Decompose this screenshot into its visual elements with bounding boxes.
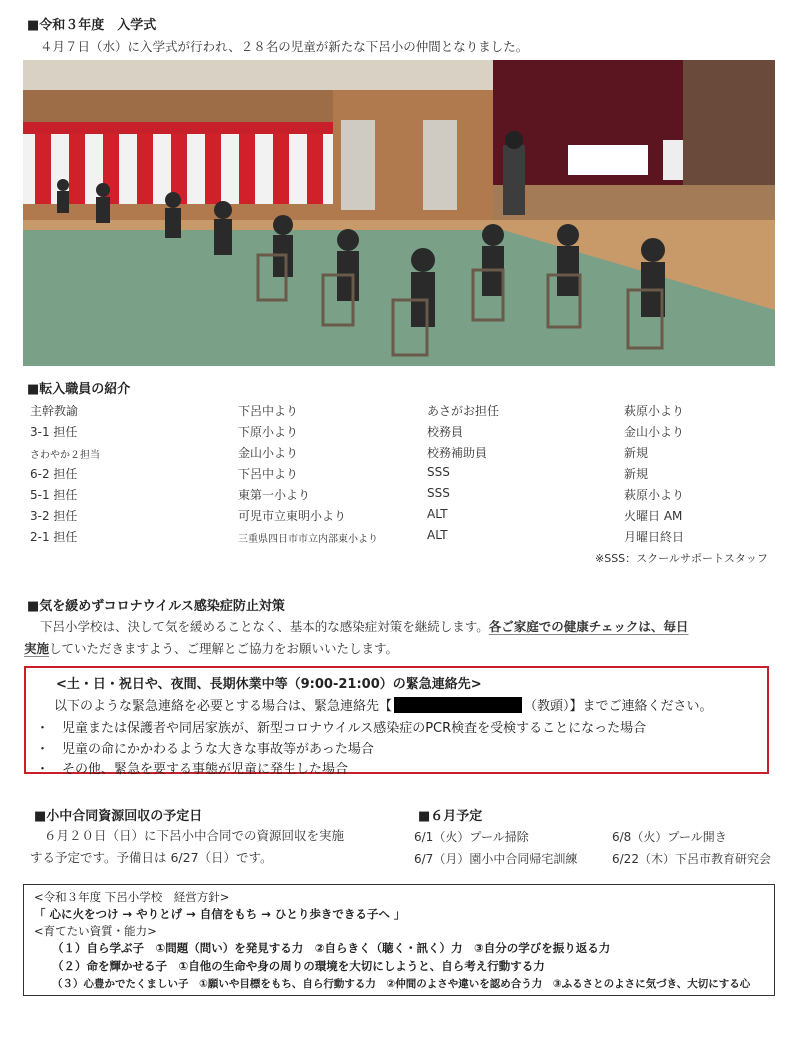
emergency-intro-b: （教頭）】までご連絡ください。 bbox=[524, 699, 713, 714]
staff-role: 校務補助員 bbox=[427, 446, 488, 460]
emergency-intro-a: 以下のような緊急連絡を必要とする場合は、緊急連絡先【 bbox=[54, 699, 393, 714]
covid-highlight: 各ご家庭での健康チェックは、毎日 bbox=[488, 619, 689, 634]
staff-role: 3-1 担任 bbox=[30, 425, 78, 439]
emergency-intro bbox=[54, 695, 713, 714]
staff-origin: 月曜日終日 bbox=[624, 530, 685, 544]
covid-title: ■気を緩めずコロナウイルス感染症防止対策 bbox=[27, 599, 285, 614]
staff-origin: 下呂中より bbox=[238, 467, 299, 481]
policy-item bbox=[52, 940, 610, 956]
policy-item bbox=[52, 958, 545, 974]
table-row bbox=[30, 507, 775, 528]
recycle-title: ■小中合同資源回収の予定日 bbox=[34, 809, 203, 824]
staff-origin: 金山小より bbox=[624, 425, 685, 439]
table-row bbox=[30, 423, 775, 444]
ceremony-photo bbox=[23, 60, 775, 366]
entrance-text: ４月７日（水）に入学式が行われ、２８名の児童が新たな下呂小の仲間となりました。 bbox=[40, 39, 529, 54]
staff-title: ■転入職員の紹介 bbox=[27, 382, 131, 397]
june-item: 6/7（月）園小中合同帰宅訓練 bbox=[414, 852, 578, 866]
policy-motto: 「 心に火をつけ → やりとげ → 自信をもち → ひとり歩きできる子へ 」 bbox=[34, 907, 406, 921]
policy-item bbox=[52, 976, 750, 991]
staff-role: 3-2 担任 bbox=[30, 509, 78, 523]
staff-table bbox=[30, 402, 775, 549]
emergency-item: ・ 児童の命にかかわるような大きな事故等があった場合 bbox=[36, 742, 374, 757]
policy-item-head: （２）命を輝かせる子 bbox=[52, 959, 167, 973]
staff-origin: 新規 bbox=[624, 446, 649, 460]
staff-role: ALT bbox=[427, 507, 448, 521]
staff-origin: 萩原小より bbox=[624, 404, 685, 418]
staff-role: あさがお担任 bbox=[427, 404, 500, 418]
june-item: 6/22（木）下呂市教育研究会 bbox=[612, 852, 771, 866]
emergency-heading: <土・日・祝日や、夜間、長期休業中等（9:00-21:00）の緊急連絡先> bbox=[56, 677, 482, 692]
policy-header: <令和３年度 下呂小学校 経営方針> bbox=[34, 890, 230, 904]
entrance-title: ■令和３年度 入学式 bbox=[27, 18, 157, 33]
staff-role: SSS bbox=[427, 465, 450, 479]
staff-role: 主幹教諭 bbox=[30, 404, 79, 418]
emergency-item: ・ 児童または保護者や同居家族が、新型コロナウイルス感染症のPCR検査を受検することになった場合 bbox=[36, 721, 647, 736]
recycle-line2: する予定です。予備日は 6/27（日）です。 bbox=[30, 850, 273, 865]
staff-origin: 下原小より bbox=[238, 425, 299, 439]
redacted-contact bbox=[394, 697, 522, 713]
table-row bbox=[30, 465, 775, 486]
staff-role: SSS bbox=[427, 486, 450, 500]
june-item: 6/8（火）プール開き bbox=[612, 830, 727, 844]
policy-item-body: ①自他の生命や身の周りの環境を大切にしようと、自ら考え行動する力 bbox=[178, 959, 545, 973]
covid-text-a: 下呂小学校は、決して気を緩めることなく、基本的な感染症対策を継続します。 bbox=[40, 619, 489, 634]
staff-role: ALT bbox=[427, 528, 448, 542]
recycle-line1: ６月２０日（日）に下呂小中合同での資源回収を実施 bbox=[44, 828, 345, 843]
staff-origin: 東第一小より bbox=[238, 488, 311, 502]
policy-sub: <育てたい資質・能力> bbox=[34, 924, 157, 938]
policy-item-body: ①問題（問い）を発見する力 ②自らきく（聴く・訊く）力 ③自分の学びを振り返る力 bbox=[155, 941, 611, 955]
staff-role: さわやか２担当 bbox=[30, 450, 100, 461]
staff-role: 2-1 担任 bbox=[30, 530, 78, 544]
table-row bbox=[30, 528, 775, 549]
staff-role: 6-2 担任 bbox=[30, 467, 78, 481]
covid-text-line1 bbox=[40, 617, 688, 635]
june-item: 6/1（火）プール掃除 bbox=[414, 830, 529, 844]
policy-item-head: （１）自ら学ぶ子 bbox=[52, 941, 144, 955]
staff-note: ※SSS：スクールサポートスタッフ bbox=[595, 552, 768, 565]
covid-text-line2 bbox=[24, 639, 398, 657]
staff-origin: 可児市立東明小より bbox=[238, 509, 347, 523]
table-row bbox=[30, 444, 775, 465]
policy-item-head: （３）心豊かでたくましい子 bbox=[52, 978, 189, 990]
policy-box bbox=[23, 884, 775, 996]
emergency-box bbox=[24, 666, 769, 777]
table-row bbox=[30, 402, 775, 423]
staff-origin: 火曜日 AM bbox=[624, 509, 683, 523]
policy-item-body: ①願いや目標をもち、自ら行動する力 ②仲間のよさや違いを認め合う力 ③ふるさとのよさに気づき、大切にする心 bbox=[199, 978, 751, 990]
staff-origin: 新規 bbox=[624, 467, 649, 481]
covid-text-b: していただきますよう、ご理解とご協力をお願いいたします。 bbox=[49, 641, 399, 656]
staff-role: 5-1 担任 bbox=[30, 488, 78, 502]
staff-origin: 萩原小より bbox=[624, 488, 685, 502]
staff-origin: 三重県四日市市立内部東小より bbox=[238, 534, 378, 545]
staff-origin: 下呂中より bbox=[238, 404, 299, 418]
june-title: ■６月予定 bbox=[418, 809, 483, 824]
emergency-item: ・ その他、緊急を要する事態が児童に発生した場合 bbox=[36, 762, 349, 777]
table-row bbox=[30, 486, 775, 507]
covid-highlight-cont: 実施 bbox=[24, 641, 50, 656]
staff-role: 校務員 bbox=[427, 425, 464, 439]
staff-origin: 金山小より bbox=[238, 446, 299, 460]
